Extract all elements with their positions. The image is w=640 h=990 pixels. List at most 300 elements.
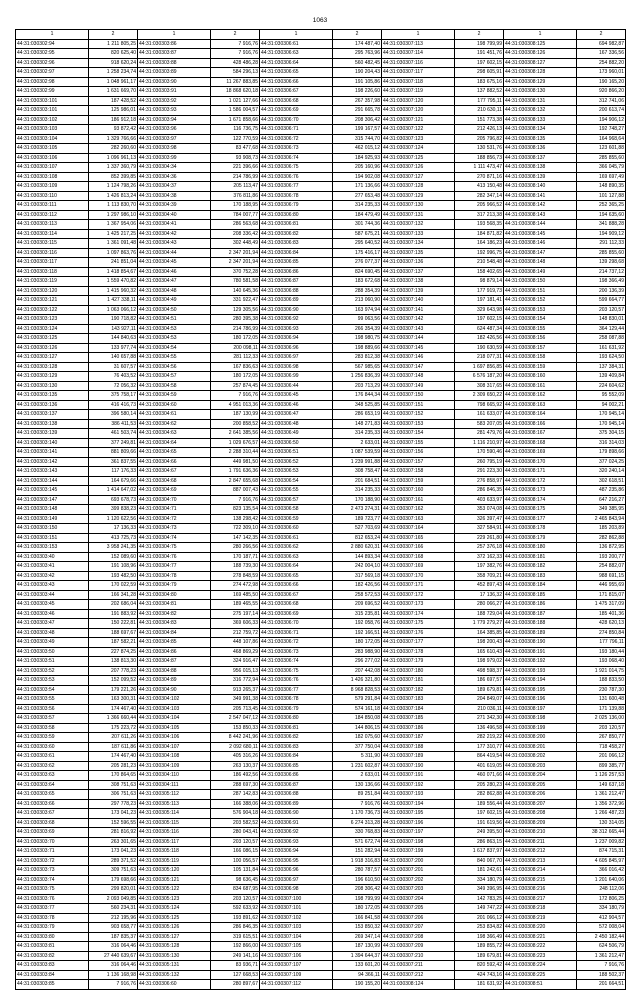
cadastral-number-cell: 44:31:030307:153 [382,419,455,429]
cadastral-number-cell: 44:31:030304:42 [138,229,211,239]
table-row [16,381,626,391]
cadastral-number-cell: 44:31:030303:82 [16,951,89,961]
cadastral-number-cell: 44:31:030304:68 [138,476,211,486]
cadastral-number-cell: 44:31:030308:125 [504,39,577,49]
table-row [16,809,626,819]
table-row [16,733,626,743]
cadastral-value-cell: 1 111 473,47 [455,163,504,173]
cadastral-value-cell: 180 172,05 [333,904,382,914]
cadastral-number-cell: 44:31:030308:188 [504,619,577,629]
cadastral-value-cell: 140 657,88 [89,353,138,363]
cadastral-value-cell: 377 249,81 [89,438,138,448]
table-row [16,752,626,762]
cadastral-number-cell: 44:31:030304:73 [138,524,211,534]
cadastral-value-cell: 416 416,73 [89,400,138,410]
cadastral-value-cell: 280 787,57 [333,866,382,876]
cadastral-number-cell: 44:31:030303:97 [138,134,211,144]
cadastral-value-cell: 198 799,99 [333,894,382,904]
cadastral-value-cell: 164 679,66 [89,476,138,486]
cadastral-number-cell: 44:31:030303:72 [16,856,89,866]
cadastral-value-cell: 487 235,86 [577,486,626,496]
cadastral-value-cell: 349 385,95 [577,505,626,515]
cadastral-value-cell: 1 367 954,06 [89,220,138,230]
cadastral-value-cell: 123 601,88 [577,144,626,154]
cadastral-value-cell: 1 415 960,32 [89,286,138,296]
cadastral-value-cell: 341 888,28 [577,220,626,230]
cadastral-number-cell: 44:31:030307:188 [382,742,455,752]
cadastral-number-cell: 44:31:030307:191 [382,771,455,781]
cadastral-number-cell: 44:31:030306:97 [260,875,333,885]
cadastral-number-cell: 44:31:030308:220 [504,923,577,933]
cadastral-number-cell: 44:31:030308:166 [504,419,577,429]
cadastral-value-cell: 353 074,08 [455,505,504,515]
cadastral-number-cell: 44:31:030307:171 [382,581,455,591]
cadastral-value-cell: 197 602,15 [455,58,504,68]
cadastral-number-cell: 44:31:030303:136 [16,400,89,410]
cadastral-value-cell: 248 112,06 [577,885,626,895]
cadastral-value-cell: 291 223,30 [455,467,504,477]
cadastral-value-cell: 280 897,67 [211,980,260,990]
cadastral-value-cell: 190 630,59 [455,343,504,353]
cadastral-value-cell: 330 768,83 [333,828,382,838]
table-row [16,248,626,258]
cadastral-number-cell: 44:31:030303:93 [138,106,211,116]
cadastral-number-cell: 44:31:030303:47 [16,619,89,629]
cadastral-number-cell: 44:31:030303:129 [16,372,89,382]
cadastral-value-cell: 8 442 241,96 [211,733,260,743]
cadastral-number-cell: 44:31:030303:43 [16,581,89,591]
cadastral-number-cell: 44:31:030303:46 [16,609,89,619]
cadastral-number-cell: 44:31:030307:145 [382,343,455,353]
cadastral-value-cell: 903 658,77 [89,923,138,933]
cadastral-number-cell: 44:31:030305:114 [138,809,211,819]
cadastral-number-cell: 44:31:030303:105 [16,144,89,154]
cadastral-number-cell: 44:31:030307:133 [382,229,455,239]
cadastral-number-cell: 44:31:030304:108 [138,752,211,762]
cadastral-value-cell: 405 316,26 [211,752,260,762]
cadastral-number-cell: 44:31:030307:178 [382,647,455,657]
cadastral-number-cell: 44:31:030306:46 [260,400,333,410]
cadastral-number-cell: 44:31:030303:113 [16,220,89,230]
cadastral-value-cell: 386 411,53 [89,419,138,429]
cadastral-value-cell: 1 779 279,27 [455,619,504,629]
cadastral-value-cell: 203 582,52 [211,818,260,828]
cadastral-number-cell: 44:31:030306:54 [260,476,333,486]
cadastral-number-cell: 44:31:030307:165 [382,533,455,543]
cadastral-value-cell: 200 098,11 [211,343,260,353]
cadastral-number-cell: 44:31:030304:66 [138,457,211,467]
cadastral-value-cell: 274 850,84 [577,628,626,638]
cadastral-number-cell: 44:31:030308:153 [504,305,577,315]
cadastral-number-cell: 44:31:030303:121 [16,296,89,306]
cadastral-value-cell: 177 795,11 [455,96,504,106]
cadastral-value-cell: 171 815,07 [577,590,626,600]
cadastral-value-cell: 186 492,56 [211,771,260,781]
cadastral-number-cell: 44:31:030304:84 [138,628,211,638]
cadastral-value-cell: 331 922,47 [211,296,260,306]
cadastral-value-cell: 164 968,64 [577,134,626,144]
cadastral-number-cell: 44:31:030308:209 [504,818,577,828]
cadastral-value-cell: 780 581,58 [211,277,260,287]
cadastral-value-cell: 527 703,69 [333,524,382,534]
cadastral-value-cell: 166 086,15 [211,847,260,857]
cadastral-value-cell: 173 041,23 [89,809,138,819]
cadastral-number-cell: 44:31:030308:198 [504,714,577,724]
table-row [16,476,626,486]
cadastral-value-cell: 188 856,73 [455,153,504,163]
cadastral-value-cell: 189 855,72 [455,942,504,952]
cadastral-value-cell: 174 487,40 [333,39,382,49]
cadastral-value-cell: 196 610,50 [333,875,382,885]
cadastral-number-cell: 44:31:030305:128 [138,942,211,952]
cadastral-value-cell: 221 396,66 [211,163,260,173]
cadastral-number-cell: 44:31:030303:66 [16,799,89,809]
cadastral-value-cell: 101 127,88 [577,191,626,201]
cadastral-number-cell: 44:31:030308:133 [504,115,577,125]
cadastral-number-cell: 44:31:030306:97 [260,353,333,363]
cadastral-number-cell: 44:31:030303:120 [16,286,89,296]
cadastral-number-cell: 44:31:030303:57 [16,714,89,724]
cadastral-number-cell: 44:31:030304:86 [138,647,211,657]
table-row [16,419,626,429]
cadastral-number-cell: 44:31:030304:64 [138,438,211,448]
cadastral-value-cell: 138 813,30 [89,657,138,667]
cadastral-number-cell: 44:31:030303:104 [16,134,89,144]
cadastral-number-cell: 44:31:030308:219 [504,913,577,923]
header-cadastral-value: 2 [89,30,138,40]
cadastral-value-cell: 913 265,37 [211,685,260,695]
cadastral-value-cell: 308 758,47 [333,467,382,477]
cadastral-number-cell: 44:31:030308:157 [504,343,577,353]
cadastral-number-cell: 44:31:030306:47 [260,410,333,420]
table-row [16,543,626,553]
cadastral-number-cell: 44:31:030308:136 [504,144,577,154]
cadastral-number-cell: 44:31:030308:217 [504,894,577,904]
cadastral-number-cell: 44:31:030306:67 [260,87,333,97]
cadastral-value-cell: 191 883,92 [89,609,138,619]
cadastral-number-cell: 44:31:030304:79 [138,581,211,591]
cadastral-number-cell: 44:31:030306:84 [260,248,333,258]
cadastral-value-cell: 198 980,75 [333,334,382,344]
cadastral-number-cell: 44:31:030303:42 [16,571,89,581]
cadastral-number-cell: 44:31:030307:152 [382,410,455,420]
cadastral-number-cell: 44:31:030304:87 [138,657,211,667]
cadastral-value-cell: 98 879,14 [455,277,504,287]
cadastral-number-cell: 44:31:030308:135 [504,134,577,144]
cadastral-number-cell: 44:31:030307:149 [382,381,455,391]
cadastral-number-cell: 44:31:030304:37 [138,182,211,192]
cadastral-number-cell: 44:31:030304:65 [138,448,211,458]
table-row [16,657,626,667]
cadastral-value-cell: 2 347 201,94 [211,248,260,258]
cadastral-number-cell: 44:31:030308:154 [504,315,577,325]
cadastral-number-cell: 44:31:030303:92 [138,96,211,106]
table-row [16,134,626,144]
table-row [16,182,626,192]
cadastral-value-cell: 403 633,97 [455,495,504,505]
cadastral-number-cell: 44:31:030304:77 [138,562,211,572]
cadastral-value-cell: 396 580,14 [89,410,138,420]
cadastral-number-cell: 44:31:030303:79 [16,923,89,933]
cadastral-value-cell: 127 668,53 [211,970,260,980]
cadastral-value-cell: 258 087,88 [577,334,626,344]
cadastral-number-cell: 44:31:030307:177 [382,638,455,648]
cadastral-value-cell: 369 606,33 [211,619,260,629]
cadastral-number-cell: 44:31:030308:225 [504,970,577,980]
cadastral-number-cell: 44:31:030307:187 [382,733,455,743]
cadastral-number-cell: 44:31:030307:155 [382,438,455,448]
cadastral-number-cell: 44:31:030306:61 [260,533,333,543]
cadastral-number-cell: 44:31:030306:98 [260,885,333,895]
cadastral-number-cell: 44:31:030304:81 [138,600,211,610]
table-row [16,400,626,410]
cadastral-value-cell: 2 633,01 [333,771,382,781]
cadastral-value-cell: 2 633,01 [333,438,382,448]
cadastral-value-cell: 599 664,77 [577,296,626,306]
cadastral-number-cell: 44:31:030304:48 [138,286,211,296]
cadastral-value-cell: 180 172,05 [211,334,260,344]
cadastral-value-cell: 366 016,42 [577,866,626,876]
cadastral-value-cell: 181 631,92 [455,980,504,990]
cadastral-value-cell: 190 165,20 [577,77,626,87]
cadastral-number-cell: 44:31:030308:167 [504,429,577,439]
cadastral-value-cell: 377 750,04 [333,742,382,752]
cadastral-number-cell: 44:31:030303:99 [138,153,211,163]
cadastral-number-cell: 44:31:030307:170 [382,571,455,581]
cadastral-number-cell: 44:31:030307:158 [382,467,455,477]
cadastral-number-cell: 44:31:030307:199 [382,847,455,857]
cadastral-value-cell: 7 916,76 [89,980,138,990]
cadastral-number-cell: 44:31:030308:124 [382,980,455,990]
cadastral-value-cell: 280 395,38 [211,315,260,325]
cadastral-value-cell: 193 068,40 [577,657,626,667]
cadastral-number-cell: 44:31:030305:118 [138,847,211,857]
cadastral-number-cell: 44:31:030307:164 [382,524,455,534]
cadastral-value-cell: 282 862,88 [577,533,626,543]
cadastral-number-cell: 44:31:030308:179 [504,533,577,543]
cadastral-value-cell: 153 850,32 [333,923,382,933]
cadastral-number-cell: 44:31:030306:87 [260,277,333,287]
table-row [16,932,626,942]
cadastral-number-cell: 44:31:030307:150 [382,391,455,401]
table-row [16,628,626,638]
table-row [16,438,626,448]
cadastral-number-cell: 44:31:030308:174 [504,495,577,505]
cadastral-value-cell: 193 624,50 [577,353,626,363]
cadastral-value-cell: 309 751,63 [89,866,138,876]
cadastral-value-cell: 133 977,74 [89,343,138,353]
cadastral-number-cell: 44:31:030308:190 [504,638,577,648]
cadastral-value-cell: 291 112,33 [577,239,626,249]
cadastral-number-cell: 44:31:030308:178 [504,524,577,534]
cadastral-number-cell: 44:31:030308:224 [504,961,577,971]
cadastral-value-cell: 326 397,47 [455,514,504,524]
cadastral-number-cell: 44:31:030307:162 [382,505,455,515]
cadastral-number-cell: 44:31:030308:205 [504,780,577,790]
cadastral-value-cell: 201 684,51 [333,476,382,486]
cadastral-value-cell: 218 077,31 [455,353,504,363]
table-row [16,970,626,980]
cadastral-value-cell: 184 871,82 [455,229,504,239]
header-cadastral-number: 1 [504,30,577,40]
cadastral-value-cell: 214 786,99 [211,172,260,182]
cadastral-value-cell: 151 773,38 [455,115,504,125]
cadastral-number-cell: 44:31:030304:104 [138,714,211,724]
cadastral-value-cell: 7 916,76 [333,799,382,809]
cadastral-number-cell: 44:31:030306:68 [260,96,333,106]
table-row [16,866,626,876]
cadastral-number-cell: 44:31:030308:155 [504,324,577,334]
cadastral-number-cell: 44:31:030308:191 [504,647,577,657]
cadastral-number-cell: 44:31:030303:63 [16,771,89,781]
cadastral-value-cell: 462 015,12 [333,144,382,154]
cadastral-value-cell: 6 576 187,20 [455,372,504,382]
cadastral-value-cell: 166 388,06 [211,799,260,809]
cadastral-number-cell: 44:31:030304:59 [138,391,211,401]
cadastral-number-cell: 44:31:030308:186 [504,600,577,610]
cadastral-number-cell: 44:31:030306:60 [138,980,211,990]
cadastral-number-cell: 44:31:030308:210 [504,828,577,838]
cadastral-value-cell: 718 458,27 [577,742,626,752]
cadastral-number-cell: 44:31:030308:143 [504,210,577,220]
cadastral-number-cell: 44:31:030303:112 [16,210,89,220]
table-row [16,942,626,952]
cadastral-number-cell: 44:31:030307:148 [382,372,455,382]
cadastral-number-cell: 44:31:030304:51 [138,315,211,325]
cadastral-value-cell: 572 008,04 [577,923,626,933]
cadastral-value-cell: 158 402,65 [455,267,504,277]
cadastral-number-cell: 44:31:030306:60 [260,524,333,534]
cadastral-value-cell: 263 130,37 [211,761,260,771]
cadastral-number-cell: 44:31:030308:126 [504,49,577,59]
cadastral-number-cell: 44:31:030306:82 [260,229,333,239]
cadastral-value-cell: 334 180,79 [577,904,626,914]
cadastral-value-cell: 179 898,66 [577,448,626,458]
cadastral-number-cell: 44:31:030308:214 [504,866,577,876]
cadastral-number-cell: 44:31:030306:48 [260,419,333,429]
cadastral-value-cell: 5 311,90 [333,752,382,762]
cadastral-number-cell: 44:31:030307:124 [382,144,455,154]
table-row [16,609,626,619]
cadastral-number-cell: 44:31:030302:94 [16,39,89,49]
cadastral-value-cell: 191 451,76 [455,49,504,59]
cadastral-value-cell: 170 945,14 [577,419,626,429]
cadastral-number-cell: 44:31:030307:121 [382,115,455,125]
cadastral-value-cell: 283 812,38 [333,353,382,363]
cadastral-number-cell: 44:31:030308:145 [504,229,577,239]
header-cadastral-number: 1 [260,30,333,40]
table-row [16,58,626,68]
cadastral-number-cell: 44:31:030303:58 [16,723,89,733]
cadastral-number-cell: 44:31:030308:134 [504,125,577,135]
cadastral-value-cell: 324 916,47 [211,657,260,667]
cadastral-number-cell: 44:31:030306:64 [260,58,333,68]
cadastral-value-cell: 295 763,96 [333,49,382,59]
cadastral-value-cell: 1 418 854,67 [89,267,138,277]
table-row [16,334,626,344]
cadastral-value-cell: 1 266 487,23 [577,809,626,819]
table-row [16,951,626,961]
cadastral-number-cell: 44:31:030308:216 [504,885,577,895]
cadastral-number-cell: 44:31:030306:85 [260,761,333,771]
cadastral-value-cell: 587 675,21 [333,229,382,239]
cadastral-value-cell: 205 713,45 [211,704,260,714]
table-row [16,210,626,220]
cadastral-value-cell: 177 310,77 [455,742,504,752]
cadastral-value-cell: 254 882,07 [577,562,626,572]
cadastral-value-cell: 192 166,51 [333,628,382,638]
cadastral-number-cell: 44:31:030307:195 [382,809,455,819]
cadastral-number-cell: 44:31:030306:86 [260,267,333,277]
cadastral-value-cell: 242 004,10 [333,562,382,572]
cadastral-value-cell: 190 718,82 [89,315,138,325]
cadastral-value-cell: 1 063 066,12 [89,305,138,315]
cadastral-value-cell: 1 337 360,79 [89,163,138,173]
cadastral-number-cell: 44:31:030307:130 [382,201,455,211]
cadastral-number-cell: 44:31:030308:146 [504,239,577,249]
cadastral-number-cell: 44:31:030307:159 [382,476,455,486]
cadastral-number-cell: 44:31:030303:52 [16,666,89,676]
cadastral-value-cell: 1 239 991,88 [333,457,382,467]
cadastral-number-cell: 44:31:030308:187 [504,609,577,619]
cadastral-value-cell: 117 176,33 [89,467,138,477]
cadastral-value-cell: 282 260,60 [89,144,138,154]
cadastral-value-cell: 198 200,43 [455,638,504,648]
table-row [16,324,626,334]
cadastral-value-cell: 152 596,55 [89,818,138,828]
cadastral-value-cell: 161 631,92 [577,343,626,353]
cadastral-value-cell: 122 770,59 [211,134,260,144]
cadastral-number-cell: 44:31:030303:137 [16,410,89,420]
cadastral-value-cell: 1 120 622,56 [89,514,138,524]
cadastral-number-cell: 44:31:030306:89 [260,296,333,306]
cadastral-number-cell: 44:31:030303:55 [16,695,89,705]
cadastral-value-cell: 624 506,79 [577,942,626,952]
table-row [16,220,626,230]
cadastral-number-cell: 44:31:030307:193 [382,790,455,800]
table-row [16,296,626,306]
cadastral-value-cell: 1 475 317,09 [577,600,626,610]
cadastral-number-cell: 44:31:030308:194 [504,676,577,686]
cadastral-number-cell: 44:31:030306:74 [260,153,333,163]
cadastral-value-cell: 177 919,73 [455,286,504,296]
cadastral-number-cell: 44:31:030307:147 [382,362,455,372]
cadastral-number-cell: 44:31:030307:190 [382,761,455,771]
cadastral-number-cell: 44:31:030304:85 [138,638,211,648]
cadastral-value-cell: 181 242,61 [455,866,504,876]
cadastral-value-cell: 314 235,33 [333,429,382,439]
cadastral-number-cell: 44:31:030304:62 [138,419,211,429]
cadastral-number-cell: 44:31:030306:75 [260,163,333,173]
cadastral-value-cell: 152 099,52 [89,676,138,686]
cadastral-value-cell: 1 126 257,53 [577,771,626,781]
cadastral-value-cell: 212 759,72 [211,628,260,638]
cadastral-value-cell: 198 889,66 [333,343,382,353]
cadastral-value-cell: 140 645,36 [211,286,260,296]
cadastral-number-cell: 44:31:030306:90 [260,809,333,819]
cadastral-number-cell: 44:31:030303:53 [16,676,89,686]
cadastral-number-cell: 44:31:030307:125 [382,153,455,163]
cadastral-value-cell: 167 336,56 [577,49,626,59]
cadastral-value-cell: 253 834,82 [455,923,504,933]
cadastral-number-cell: 44:31:030308:170 [504,457,577,467]
cadastral-value-cell: 571 672,74 [333,837,382,847]
cadastral-value-cell: 349 396,95 [455,885,504,895]
cadastral-value-cell: 183 672,68 [333,277,382,287]
cadastral-value-cell: 327 584,91 [455,524,504,534]
cadastral-number-cell: 44:31:030303:141 [16,448,89,458]
cadastral-value-cell: 197 181,41 [455,296,504,306]
